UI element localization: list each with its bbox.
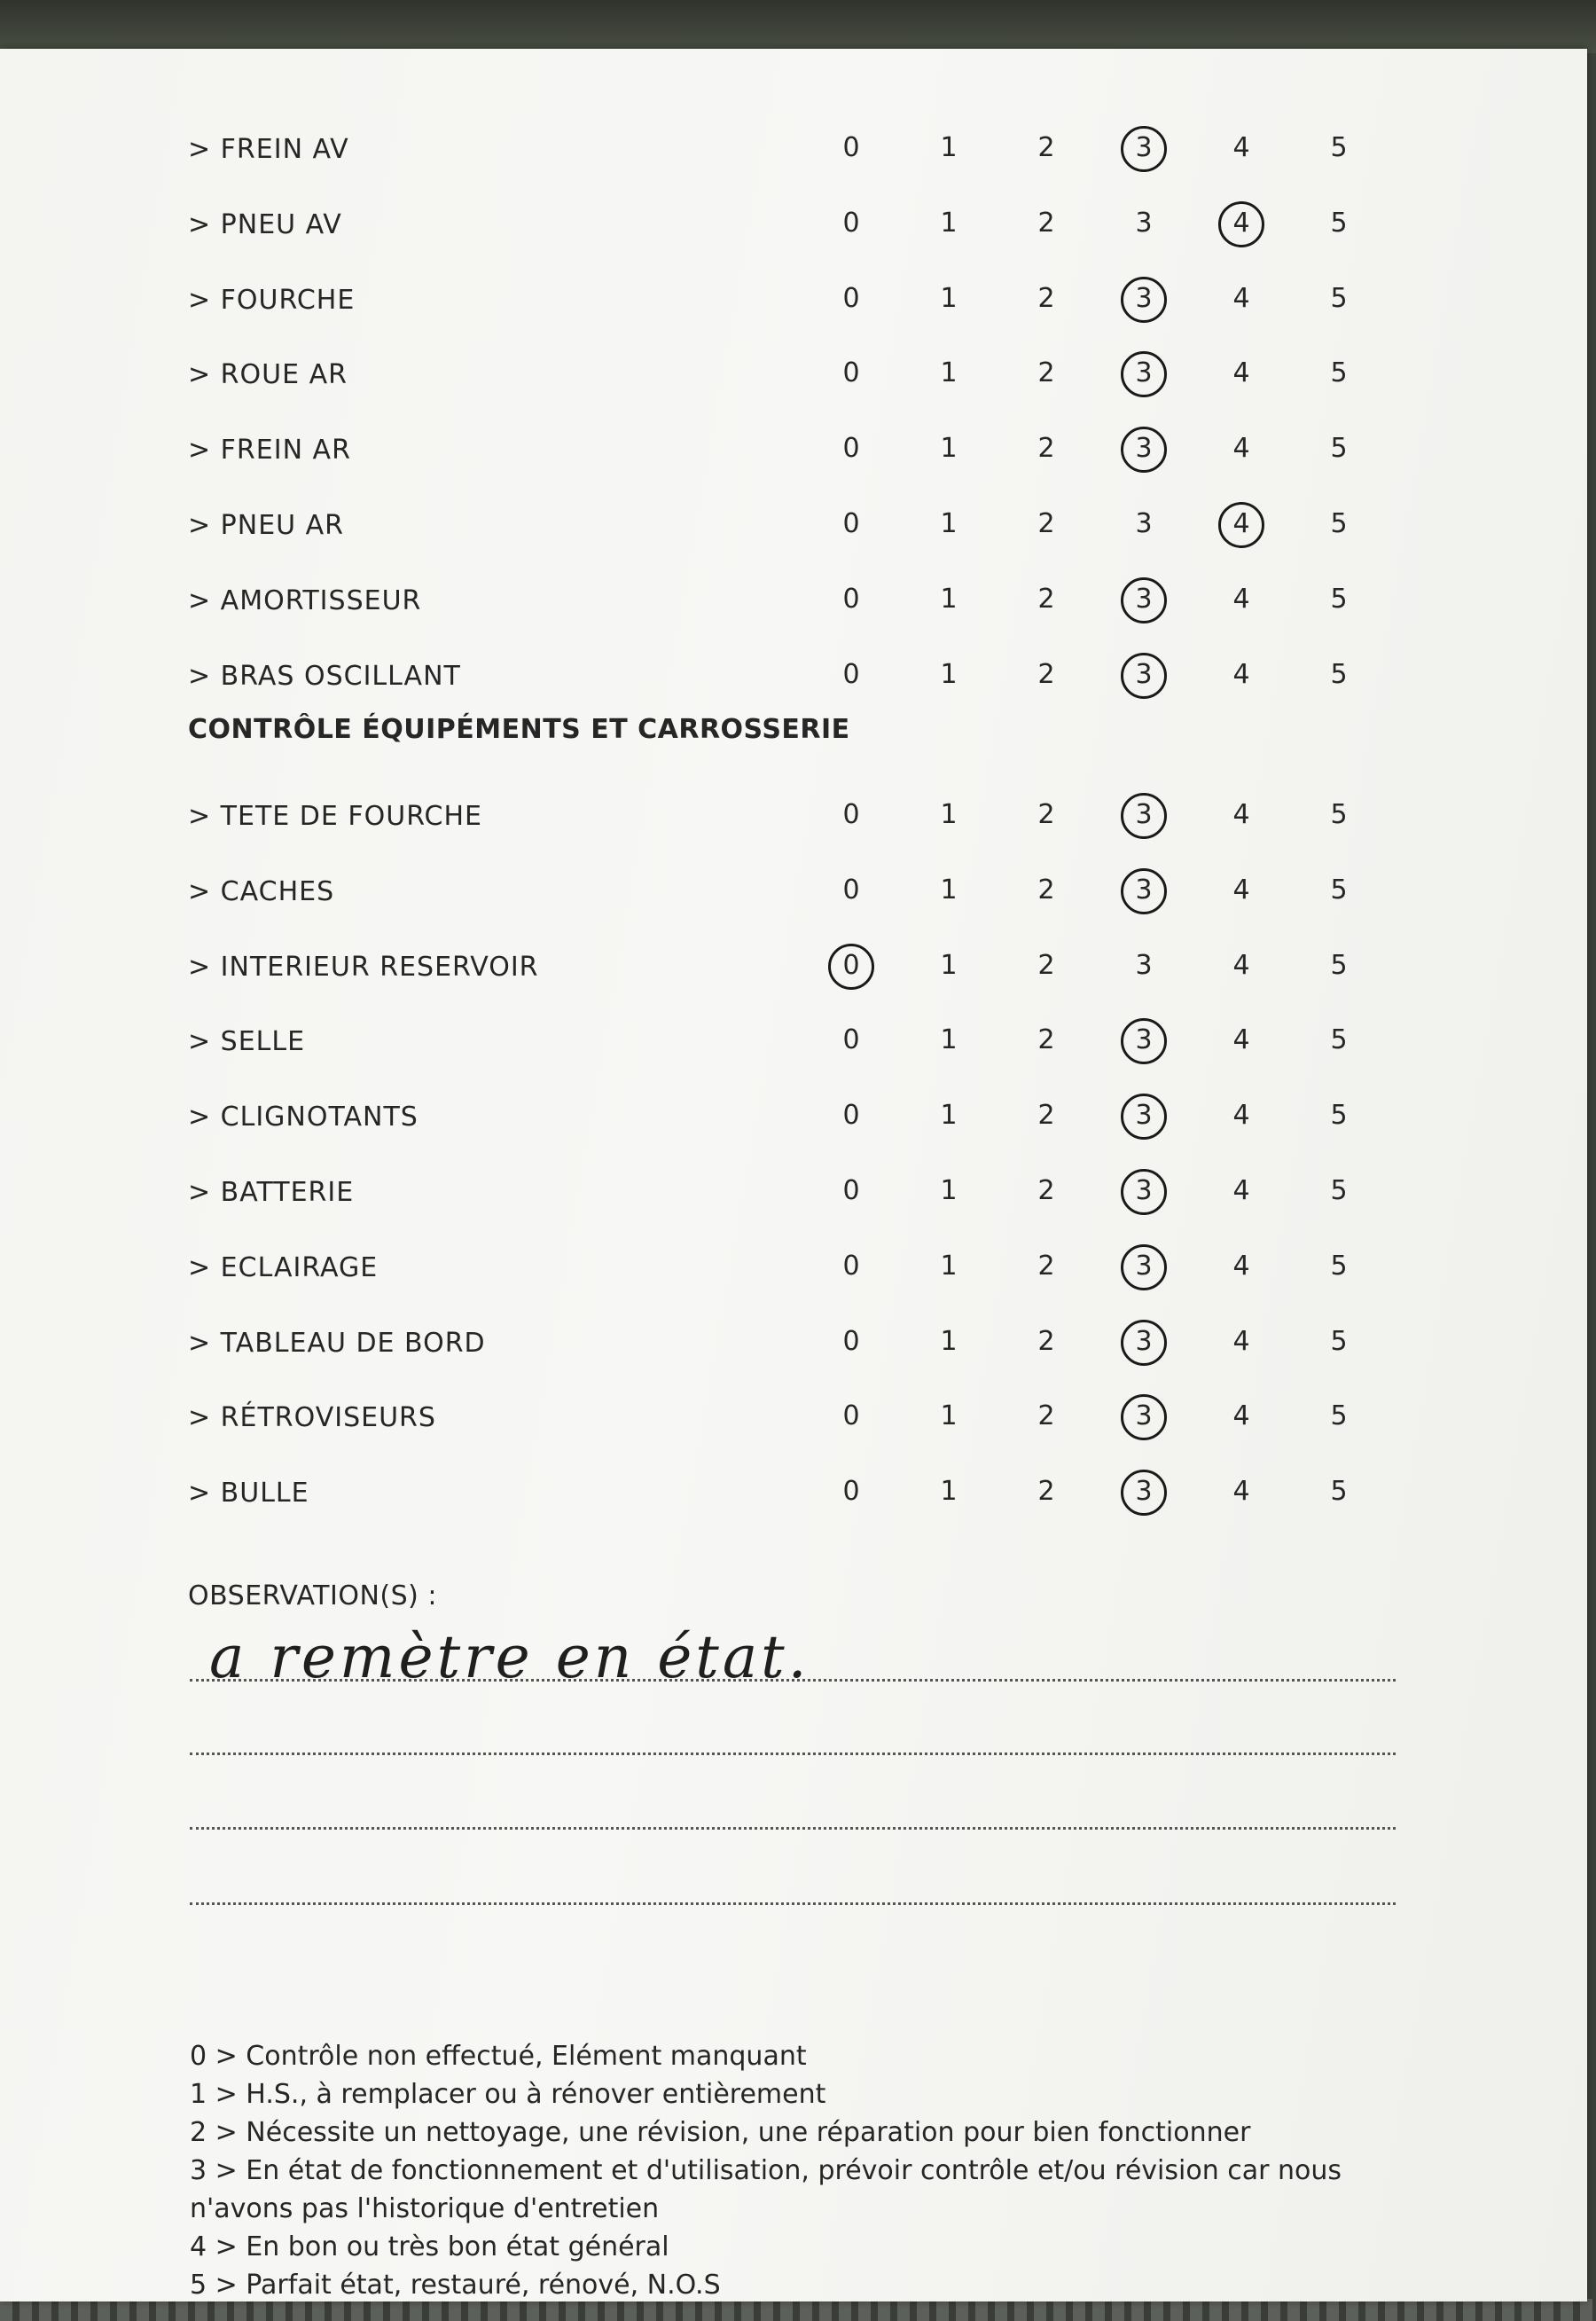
rating-row: [188, 195, 1429, 248]
rating-option-3[interactable]: 3: [1135, 799, 1153, 830]
rating-option-0[interactable]: 0: [842, 1100, 860, 1132]
rating-option-2[interactable]: 2: [1037, 799, 1055, 830]
selected-rating-circle: [1121, 1470, 1167, 1516]
rating-row: [188, 120, 1429, 173]
rating-option-5[interactable]: 5: [1330, 357, 1348, 389]
rating-option-4[interactable]: 4: [1232, 1476, 1250, 1508]
rating-row: [188, 1012, 1429, 1065]
selected-rating-circle: [1121, 1169, 1167, 1215]
rating-option-0[interactable]: 0: [842, 1175, 860, 1206]
rating-option-4[interactable]: 4: [1232, 949, 1250, 981]
rating-option-5[interactable]: 5: [1330, 949, 1348, 981]
selected-rating-circle: [1121, 1094, 1167, 1140]
rating-row-label: > PNEU AV: [188, 208, 342, 240]
legend-line: 5 > Parfait état, restauré, rénové, N.O.S: [190, 2270, 721, 2301]
rating-option-3[interactable]: 3: [1135, 658, 1153, 690]
rating-option-1[interactable]: 1: [940, 1250, 958, 1282]
rating-row: [188, 420, 1429, 474]
rating-option-2[interactable]: 2: [1037, 1476, 1055, 1508]
selected-rating-circle: [1121, 126, 1167, 172]
rating-option-3[interactable]: 3: [1135, 1400, 1153, 1432]
rating-option-0[interactable]: 0: [842, 1400, 860, 1432]
rating-row-label: > CACHES: [188, 875, 335, 907]
legend-line: 1 > H.S., à remplacer ou à rénover entièrement: [190, 2079, 826, 2110]
rating-option-4[interactable]: 4: [1232, 357, 1250, 389]
rating-option-0[interactable]: 0: [842, 1476, 860, 1508]
rating-option-4[interactable]: 4: [1232, 1400, 1250, 1432]
rating-option-2[interactable]: 2: [1037, 433, 1055, 465]
selected-rating-circle: [1121, 793, 1167, 839]
legend-line: 3 > En état de fonctionnement et d'utilisation, prévoir contrôle et/ou révision car nous: [190, 2155, 1342, 2186]
rating-option-5[interactable]: 5: [1330, 1175, 1348, 1206]
rating-row: [188, 787, 1429, 840]
rating-option-0[interactable]: 0: [842, 282, 860, 314]
rating-option-1[interactable]: 1: [940, 874, 958, 906]
rating-option-5[interactable]: 5: [1330, 1100, 1348, 1132]
rating-option-1[interactable]: 1: [940, 508, 958, 539]
rating-row: [188, 647, 1429, 700]
observations-label: OBSERVATION(S) :: [188, 1580, 437, 1611]
rating-option-0[interactable]: 0: [842, 874, 860, 906]
observation-line-1[interactable]: [190, 1679, 1396, 1682]
rating-option-2[interactable]: 2: [1037, 508, 1055, 539]
selected-rating-circle: [1121, 1018, 1167, 1064]
rating-option-3[interactable]: 3: [1135, 1325, 1153, 1357]
rating-option-5[interactable]: 5: [1330, 132, 1348, 163]
rating-option-5[interactable]: 5: [1330, 1325, 1348, 1357]
observation-line-2[interactable]: [190, 1753, 1396, 1755]
rating-option-5[interactable]: 5: [1330, 874, 1348, 906]
rating-row-label: > FREIN AR: [188, 435, 351, 467]
rating-row-label: > FOURCHE: [188, 284, 356, 316]
rating-row: [188, 345, 1429, 398]
rating-option-4[interactable]: 4: [1232, 1175, 1250, 1206]
rating-option-0[interactable]: 0: [842, 1325, 860, 1357]
rating-option-2[interactable]: 2: [1037, 1024, 1055, 1056]
rating-option-4[interactable]: 4: [1232, 1024, 1250, 1056]
rating-option-2[interactable]: 2: [1037, 949, 1055, 981]
rating-option-5[interactable]: 5: [1330, 658, 1348, 690]
rating-option-5[interactable]: 5: [1330, 433, 1348, 465]
rating-row-label: > PNEU AR: [188, 510, 345, 541]
rating-option-0[interactable]: 0: [842, 1250, 860, 1282]
rating-option-4[interactable]: 4: [1232, 799, 1250, 830]
rating-option-5[interactable]: 5: [1330, 207, 1348, 239]
rating-row-label: > BRAS OSCILLANT: [188, 660, 461, 692]
rating-option-4[interactable]: 4: [1232, 508, 1250, 539]
selected-rating-circle: [1121, 1320, 1167, 1366]
rating-option-2[interactable]: 2: [1037, 282, 1055, 314]
rating-row: [188, 1313, 1429, 1367]
rating-row-label: > TABLEAU DE BORD: [188, 1327, 486, 1359]
rating-option-2[interactable]: 2: [1037, 874, 1055, 906]
rating-option-3[interactable]: 3: [1135, 949, 1153, 981]
rating-option-3[interactable]: 3: [1135, 874, 1153, 906]
rating-option-1[interactable]: 1: [940, 1024, 958, 1056]
rating-option-2[interactable]: 2: [1037, 1400, 1055, 1432]
rating-option-2[interactable]: 2: [1037, 1175, 1055, 1206]
rating-option-3[interactable]: 3: [1135, 583, 1153, 615]
rating-option-1[interactable]: 1: [940, 433, 958, 465]
rating-row-label: > AMORTISSEUR: [188, 584, 422, 616]
rating-option-3[interactable]: 3: [1135, 1100, 1153, 1132]
rating-option-0[interactable]: 0: [842, 799, 860, 830]
rating-row: [188, 571, 1429, 624]
rating-option-4[interactable]: 4: [1232, 1250, 1250, 1282]
rating-option-1[interactable]: 1: [940, 658, 958, 690]
legend-line: n'avons pas l'historique d'entretien: [190, 2193, 660, 2224]
rating-option-1[interactable]: 1: [940, 583, 958, 615]
rating-option-4[interactable]: 4: [1232, 658, 1250, 690]
rating-row-label: > INTERIEUR RESERVOIR: [188, 951, 539, 983]
rating-option-0[interactable]: 0: [842, 949, 860, 981]
rating-option-4[interactable]: 4: [1232, 583, 1250, 615]
rating-row: [188, 1238, 1429, 1291]
rating-option-1[interactable]: 1: [940, 357, 958, 389]
selected-rating-circle: [1121, 577, 1167, 623]
rating-option-1[interactable]: 1: [940, 207, 958, 239]
rating-option-3[interactable]: 3: [1135, 1476, 1153, 1508]
rating-option-5[interactable]: 5: [1330, 508, 1348, 539]
observations-handwritten-note: a remètre en état.: [209, 1623, 810, 1691]
rating-option-0[interactable]: 0: [842, 583, 860, 615]
rating-option-0[interactable]: 0: [842, 658, 860, 690]
rating-option-2[interactable]: 2: [1037, 207, 1055, 239]
rating-row: [188, 1463, 1429, 1517]
rating-option-0[interactable]: 0: [842, 207, 860, 239]
rating-row-label: > SELLE: [188, 1026, 306, 1058]
rating-row: [188, 1388, 1429, 1441]
rating-option-1[interactable]: 1: [940, 799, 958, 830]
rating-row-label: > BULLE: [188, 1478, 309, 1509]
rating-option-5[interactable]: 5: [1330, 583, 1348, 615]
rating-option-0[interactable]: 0: [842, 508, 860, 539]
rating-option-2[interactable]: 2: [1037, 583, 1055, 615]
rating-row-label: > ROUE AR: [188, 359, 348, 391]
selected-rating-circle: [1121, 1244, 1167, 1290]
selected-rating-circle: [1121, 427, 1167, 473]
rating-option-0[interactable]: 0: [842, 433, 860, 465]
selected-rating-circle: [1121, 1394, 1167, 1440]
rating-option-4[interactable]: 4: [1232, 132, 1250, 163]
rating-option-4[interactable]: 4: [1232, 282, 1250, 314]
rating-option-1[interactable]: 1: [940, 1476, 958, 1508]
section-title-equipment: CONTRÔLE ÉQUIPÉMENTS ET CARROSSERIE: [188, 714, 850, 745]
rating-row-label: > BATTERIE: [188, 1177, 355, 1208]
rating-option-2[interactable]: 2: [1037, 132, 1055, 163]
rating-row: [188, 862, 1429, 915]
rating-option-5[interactable]: 5: [1330, 1024, 1348, 1056]
rating-option-1[interactable]: 1: [940, 1400, 958, 1432]
rating-option-4[interactable]: 4: [1232, 1325, 1250, 1357]
rating-option-1[interactable]: 1: [940, 1325, 958, 1357]
rating-row: [188, 271, 1429, 324]
rating-option-2[interactable]: 2: [1037, 1100, 1055, 1132]
selected-rating-circle: [1218, 502, 1264, 548]
selected-rating-circle: [1121, 653, 1167, 699]
rating-option-1[interactable]: 1: [940, 282, 958, 314]
rating-row: [188, 496, 1429, 549]
rating-option-3[interactable]: 3: [1135, 282, 1153, 314]
legend-line: 4 > En bon ou très bon état général: [190, 2231, 669, 2262]
rating-option-1[interactable]: 1: [940, 132, 958, 163]
rating-option-4[interactable]: 4: [1232, 1100, 1250, 1132]
rating-row-label: > TETE DE FOURCHE: [188, 801, 482, 832]
observation-line-3[interactable]: [190, 1827, 1396, 1830]
rating-option-3[interactable]: 3: [1135, 357, 1153, 389]
observation-line-4[interactable]: [190, 1902, 1396, 1905]
rating-row: [188, 1163, 1429, 1216]
rating-option-1[interactable]: 1: [940, 1175, 958, 1206]
rating-option-5[interactable]: 5: [1330, 799, 1348, 830]
rating-option-2[interactable]: 2: [1037, 1325, 1055, 1357]
rating-option-5[interactable]: 5: [1330, 282, 1348, 314]
selected-rating-circle: [1218, 201, 1264, 247]
rating-option-5[interactable]: 5: [1330, 1400, 1348, 1432]
rating-row-label: > RÉTROVISEURS: [188, 1402, 436, 1434]
rating-option-3[interactable]: 3: [1135, 207, 1153, 239]
rating-option-4[interactable]: 4: [1232, 207, 1250, 239]
rating-row-label: > ECLAIRAGE: [188, 1251, 379, 1283]
rating-option-3[interactable]: 3: [1135, 1175, 1153, 1206]
background-top: [0, 0, 1596, 53]
inspection-sheet: [0, 49, 1587, 2301]
selected-rating-circle: [1121, 351, 1167, 397]
rating-row-label: > CLIGNOTANTS: [188, 1102, 419, 1133]
rating-option-3[interactable]: 3: [1135, 132, 1153, 163]
selected-rating-circle: [828, 944, 874, 990]
rating-option-3[interactable]: 3: [1135, 1024, 1153, 1056]
legend-line: 2 > Nécessite un nettoyage, une révision, une réparation pour bien fonctionner: [190, 2117, 1251, 2148]
rating-option-3[interactable]: 3: [1135, 508, 1153, 539]
rating-option-5[interactable]: 5: [1330, 1250, 1348, 1282]
rating-option-0[interactable]: 0: [842, 132, 860, 163]
rating-option-5[interactable]: 5: [1330, 1476, 1348, 1508]
rating-option-2[interactable]: 2: [1037, 1250, 1055, 1282]
rating-option-0[interactable]: 0: [842, 357, 860, 389]
legend-line: 0 > Contrôle non effectué, Elément manquant: [190, 2041, 807, 2072]
rating-option-3[interactable]: 3: [1135, 1250, 1153, 1282]
rating-option-4[interactable]: 4: [1232, 433, 1250, 465]
rating-option-2[interactable]: 2: [1037, 357, 1055, 389]
rating-option-0[interactable]: 0: [842, 1024, 860, 1056]
selected-rating-circle: [1121, 868, 1167, 914]
rating-option-3[interactable]: 3: [1135, 433, 1153, 465]
rating-option-4[interactable]: 4: [1232, 874, 1250, 906]
rating-row: [188, 1087, 1429, 1141]
rating-option-1[interactable]: 1: [940, 949, 958, 981]
rating-option-1[interactable]: 1: [940, 1100, 958, 1132]
selected-rating-circle: [1121, 277, 1167, 323]
rating-legend: [190, 2037, 1413, 2304]
rating-row: [188, 937, 1429, 991]
rating-row-label: > FREIN AV: [188, 134, 349, 165]
rating-option-2[interactable]: 2: [1037, 658, 1055, 690]
